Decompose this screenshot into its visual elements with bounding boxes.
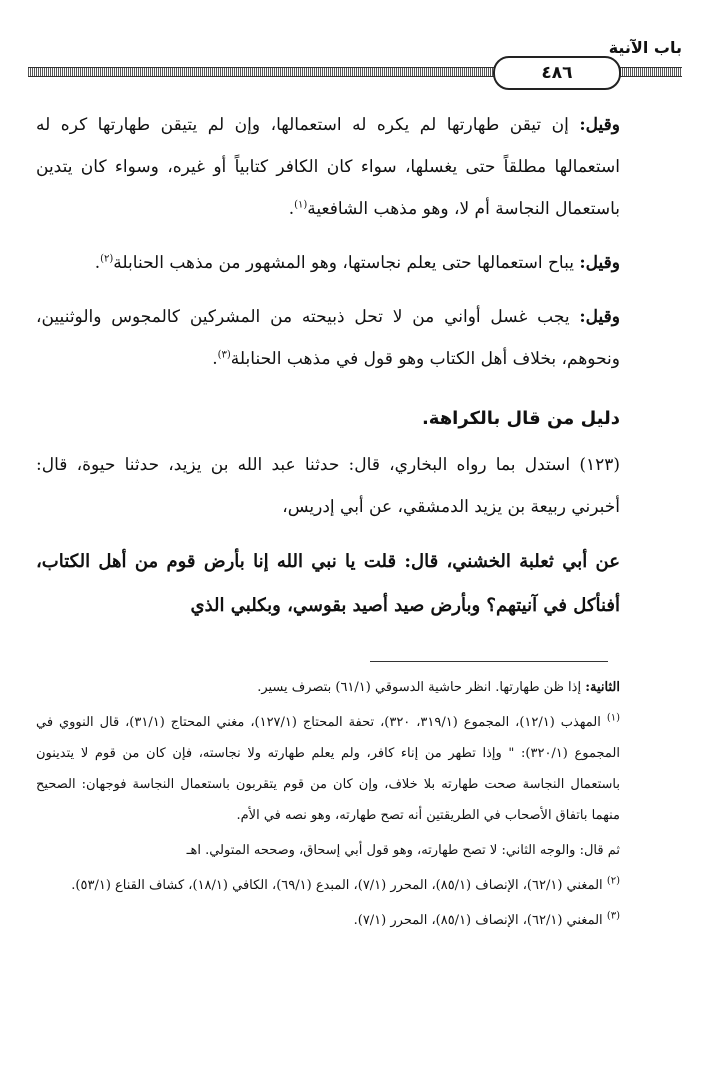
footnote-ref-1: (١) [294,199,308,211]
hadith-text: عن أبي ثعلبة الخشني، قال: قلت يا نبي الله إنا بأرض قوم من أهل الكتاب، أفنأكل في آنيتهم؟ وبأرض صيد أصيد بقوسي، وبكلبي الذي [36,551,620,616]
footnote-1 [36,707,620,831]
paragraph-end: . [94,253,101,273]
paragraph-lead: وقيل: [579,307,620,327]
footnote-text: المهذب (١٢/١)، المجموع (٣١٩/١، ٣٢٠)، تحفة المحتاج (١٢٧/١)، مغني المحتاج (٣١/١)، قال النووي في المجموع (٣٢٠/١): " وإذا تطهر من إناء كافر، ولم يعلم طهارته ولا نجاسته، فإن كان من قوم لا يتدينون باستعمال النجاسة صحت طهارته بلا خلاف، وإن كان من قوم يتقربون باستعمال النجاسة فوجهان: الصحيح منهما باتفاق الأصحاب في الطريقتين أنه تصح طهارته، وهو نصه في الأم. [36,715,620,823]
footnote-ref-3: (٣) [217,349,231,361]
running-title: باب الآنية [608,38,682,57]
footnote-text: المغني (٦٢/١)، الإنصاف (٨٥/١)، المحرر (٧/١). [353,913,607,928]
footnote-text: المغني (٦٢/١)، الإنصاف (٨٥/١)، المحرر (٧/١)، المبدع (٦٩/١)، الكافي (١٨/١)، كشاف القناع (٥٣/١). [71,878,607,893]
paragraph-1 [36,104,620,230]
paragraph-lead: وقيل: [579,115,620,135]
paragraph-end: . [212,349,218,369]
footnote-carry [36,672,620,703]
footnote-3 [36,905,620,936]
footnote-ref-2: (٢) [100,253,114,265]
paragraph-text: إن تيقن طهارتها لم يكره له استعمالها، وإن لم يتيقن طهارتها كره له استعمالها مطلقاً حتى يغسلها، سواء كان الكافر كتابياً أو غيره، وسواء كان يتدين باستعمال النجاسة أم لا، وهو مذهب الشافعية [36,115,620,219]
paragraph-text: يجب غسل أواني من لا تحل ذبيحته من المشركين كالمجوس والوثنيين، ونحوهم، بخلاف أهل الكتاب وهو قول في مذهب الحنابلة [36,307,620,369]
paragraph-2 [36,242,620,284]
footnote-2 [36,870,620,901]
paragraph-end: . [288,199,295,219]
page-number: ٤٨٦ [493,56,621,90]
paragraph-4: (١٢٣) استدل بما رواه البخاري، قال: حدثنا عبد الله بن يزيد، حدثنا حيوة، قال: أخبرني ربيعة بن يزيد الدمشقي، عن أبي إدريس، [36,455,620,517]
page-header [28,36,682,86]
main-text [36,104,620,640]
footnotes [36,672,620,940]
footnote-carry-text: إذا ظن طهارتها. انظر حاشية الدسوقي (٦١/١) بتصرف يسير. [257,680,586,695]
paragraph-text: يباح استعمالها حتى يعلم نجاستها، وهو المشهور من مذهب الحنابلة [113,253,580,273]
section-heading: دليل من قال بالكراهة. [421,408,620,429]
paragraph-3 [36,296,620,380]
footnote-carry-lead: الثانية: [585,680,620,695]
footnote-number: (٣) [606,910,620,922]
footnote-number: (١) [606,712,620,724]
paragraph-lead: وقيل: [579,253,620,273]
footnote-separator [370,661,608,662]
footnote-number: (٢) [606,875,620,887]
footnote-1-continued: ثم قال: والوجه الثاني: لا تصح طهارته، وهو قول أبي إسحاق، وصححه المتولي. اهـ [186,843,620,858]
